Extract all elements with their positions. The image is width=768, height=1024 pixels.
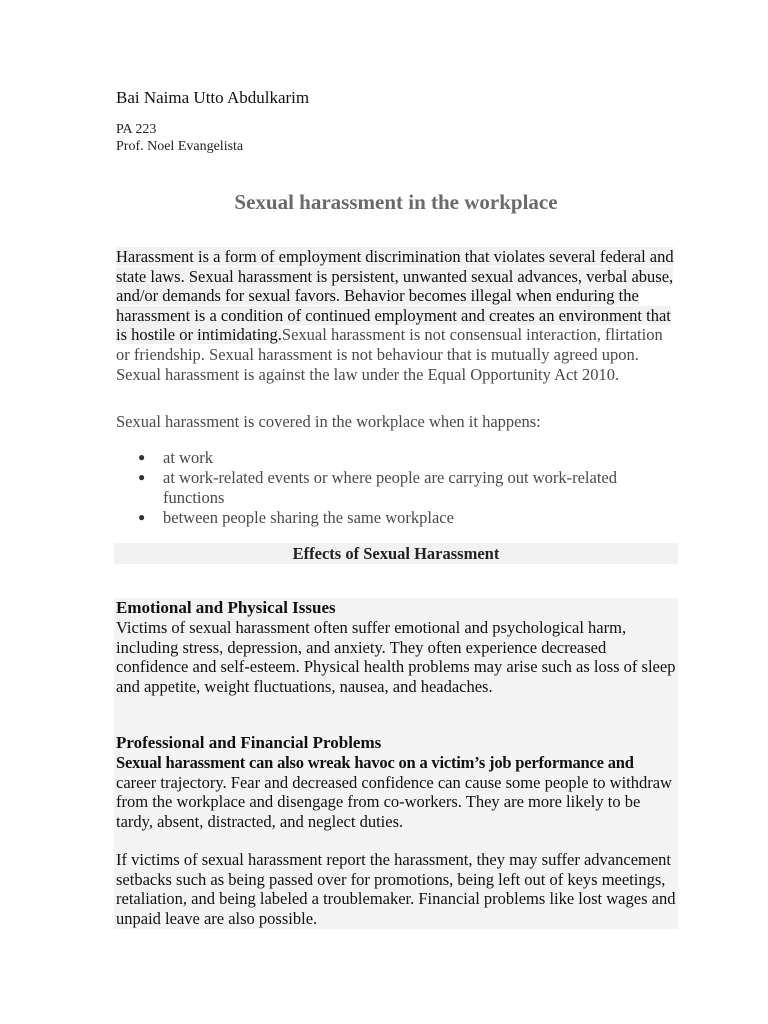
professional-text: career trajectory. Fear and decreased confidence can cause some people to withdraw from the workplace and disengage from co-workers. They are more likely to be tardy, absent, distracted, and neglect duties. (116, 772, 672, 831)
list-item (116, 468, 676, 507)
bullet-icon: ● (138, 450, 146, 464)
list-item-text: at work-related events or where people are carrying out work-related functions (163, 468, 617, 507)
list-item-text: between people sharing the same workplace (163, 507, 454, 527)
emotional-section (116, 598, 678, 696)
intro-highlighted-text: Harassment is a form of employment discrimination that violates several federal and state laws. Sexual harassment is persistent, unwanted sexual advances, verbal abuse, and/or demands for sexual favors. Behavior becomes illegal when enduring the harassment is a condition of continued employment and creates an environment that is hostile or intimidating. (116, 247, 674, 345)
list-item (116, 508, 676, 528)
intro-paragraph (116, 247, 678, 384)
professional-section (116, 733, 678, 831)
covered-statement: Sexual harassment is covered in the workplace when it happens: (116, 412, 541, 431)
professional-heading: Professional and Financial Problems (116, 733, 382, 752)
intro-plain-text: Sexual harassment is not consensual interaction, flirtation or friendship. Sexual harassment is not behaviour that is mutually agreed upon. Sexual harassment is against the law under the Equal Opportunity Act 2010. (116, 325, 663, 384)
list-item (116, 448, 676, 468)
emotional-heading: Emotional and Physical Issues (116, 598, 336, 617)
professor-name: Prof. Noel Evangelista (116, 139, 244, 154)
emotional-text: Victims of sexual harassment often suffer emotional and psychological harm, including stress, depression, and anxiety. They often experience decreased confidence and self-esteem. Physical health problems may arise such as loss of sleep and appetite, weight fluctuations, nausea, and headaches. (116, 618, 676, 696)
bullet-icon: ● (138, 509, 146, 524)
author-name: Bai Naima Utto Abdulkarim (116, 88, 310, 107)
professional-bold-line: Sexual harassment can also wreak havoc on a victim’s job performance and (116, 753, 634, 772)
course-info (116, 121, 243, 155)
list-item-text: at work (163, 448, 213, 467)
bullet-icon: ● (138, 470, 146, 485)
course-code: PA 223 (116, 122, 157, 137)
report-section (116, 850, 678, 928)
document-title: Sexual harassment in the workplace (234, 190, 558, 214)
effects-heading: Effects of Sexual Harassment (292, 544, 500, 563)
professional-paragraph (116, 753, 678, 831)
report-text: If victims of sexual harassment report the harassment, they may suffer advancement setbacks such as being passed over for promotions, being left out of keys meetings, retaliation, and being labeled a troublemaker. Financial problems like lost wages and unpaid leave are also possible. (116, 850, 676, 928)
bullet-list (116, 448, 676, 528)
